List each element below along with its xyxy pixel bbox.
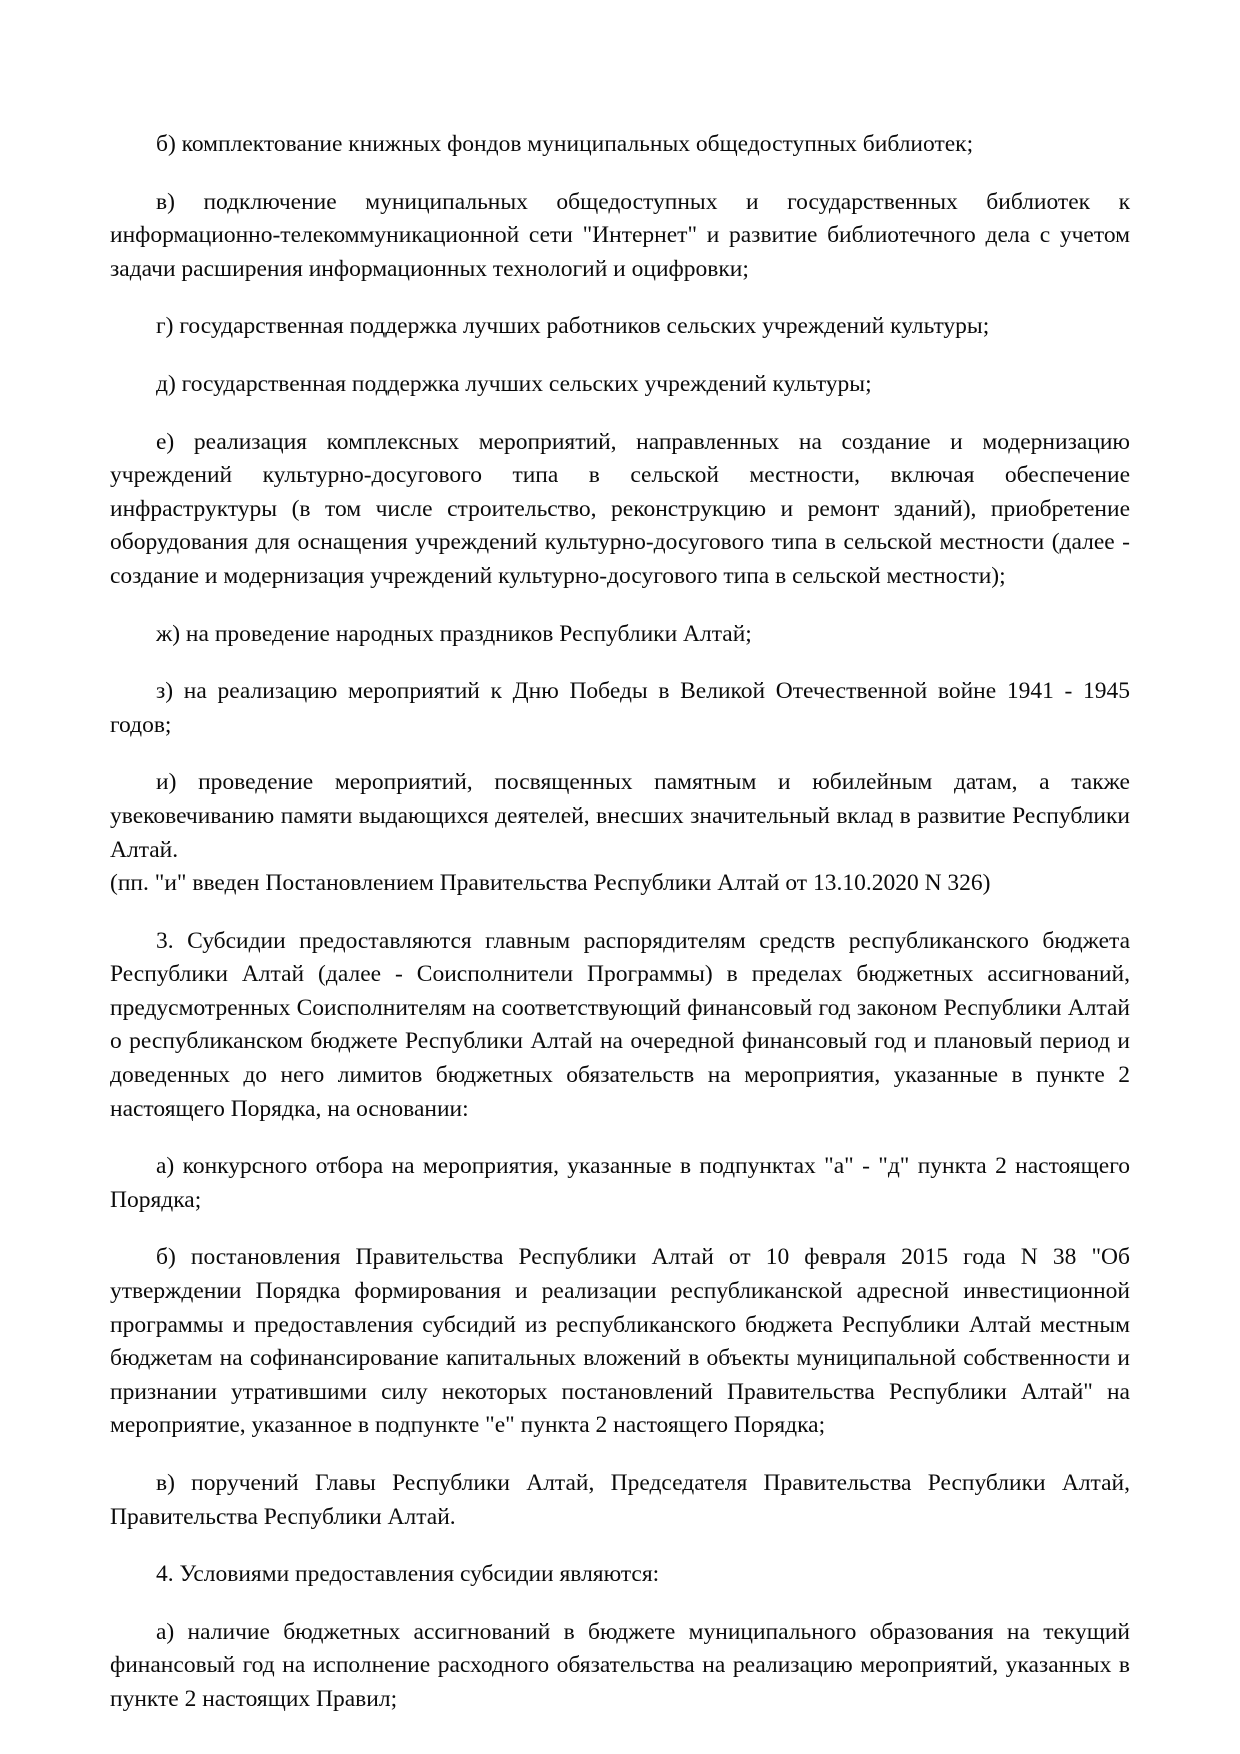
paragraph-item-e-complex-measures: е) реализация комплексных мероприятий, направленных на создание и модернизацию учреждений культурно-досугового типа в сельской местности, включая обеспечение инфраструктуры (в том числе строительство, реконструкцию и ремонт зданий), приобретение оборудования для оснащения учреждений культурно-досугового типа в сельской местности (далее - создание и модернизация учреждений культурно-досугового типа в сельской местности); xyxy=(110,428,1130,589)
paragraph-item-v-internet-connection: в) подключение муниципальных общедоступных и государственных библиотек к информационно-телекоммуникационной сети "Интернет" и развитие библиотечного дела с учетом задачи расширения информационных технологий и оцифровки; xyxy=(110,188,1130,282)
paragraph-note-item-i-introduced: (пп. "и" введен Постановлением Правительства Республики Алтай от 13.10.2020 N 326) xyxy=(110,870,991,897)
paragraph-clause-3-subsidies: 3. Субсидии предоставляются главным распорядителям средств республиканского бюджета Республики Алтай (далее - Соисполнители Программы) в пределах бюджетных ассигнований, предусмотренных Соисполнителям на соответствующий финансовый год законом Республики Алтай о республиканском бюджете Республики Алтай на очередной финансовый год и плановый период и доведенных до него лимитов бюджетных обязательств на мероприятия, указанные в пункте 2 настоящего Порядка, на основании: xyxy=(110,927,1130,1122)
paragraph-item-g-support-best-workers: г) государственная поддержка лучших работников сельских учреждений культуры; xyxy=(156,313,990,340)
paragraph-item-d-support-best-institutions: д) государственная поддержка лучших сельских учреждений культуры; xyxy=(156,370,872,397)
paragraph-item-i-memorable-dates: и) проведение мероприятий, посвященных памятным и юбилейным датам, а также увековечиванию памяти выдающихся деятелей, внесших значительный вклад в развитие Республики Алтай. xyxy=(110,769,1130,863)
paragraph-clause-4-conditions: 4. Условиями предоставления субсидии являются: xyxy=(156,1561,660,1588)
paragraph-clause-4-item-a-budget-allocations: а) наличие бюджетных ассигнований в бюджете муниципального образования на текущий финансовый год на исполнение расходного обязательства на реализацию мероприятий, указанных в пункте 2 настоящих Правил; xyxy=(110,1618,1130,1712)
paragraph-clause-3-item-a-competition: а) конкурсного отбора на мероприятия, указанные в подпунктах "а" - "д" пункта 2 настоящего Порядка; xyxy=(110,1153,1130,1213)
paragraph-item-b-library-funds: б) комплектование книжных фондов муниципальных общедоступных библиотек; xyxy=(156,131,974,157)
paragraph-clause-3-item-b-decree-38: б) постановления Правительства Республики Алтай от 10 февраля 2015 года N 38 "Об утверждении Порядка формирования и реализации республиканской адресной инвестиционной программы и предоставления субсидий из республиканского бюджета Республики Алтай местным бюджетам на софинансирование капитальных вложений в объекты муниципальной собственности и признании утратившими силу некоторых постановлений Правительства Республики Алтай" на мероприятие, указанное в подпункте "е" пункта 2 настоящего Порядка; xyxy=(110,1244,1130,1439)
paragraph-clause-3-item-v-instructions: в) поручений Главы Республики Алтай, Председателя Правительства Республики Алтай, Правительства Республики Алтай. xyxy=(110,1470,1130,1530)
document-text-body xyxy=(110,128,1130,1717)
paragraph-item-z-victory-day: з) на реализацию мероприятий к Дню Победы в Великой Отечественной войне 1941 - 1945 годов; xyxy=(110,678,1130,738)
paragraph-item-zh-folk-holidays: ж) на проведение народных праздников Республики Алтай; xyxy=(156,620,752,647)
